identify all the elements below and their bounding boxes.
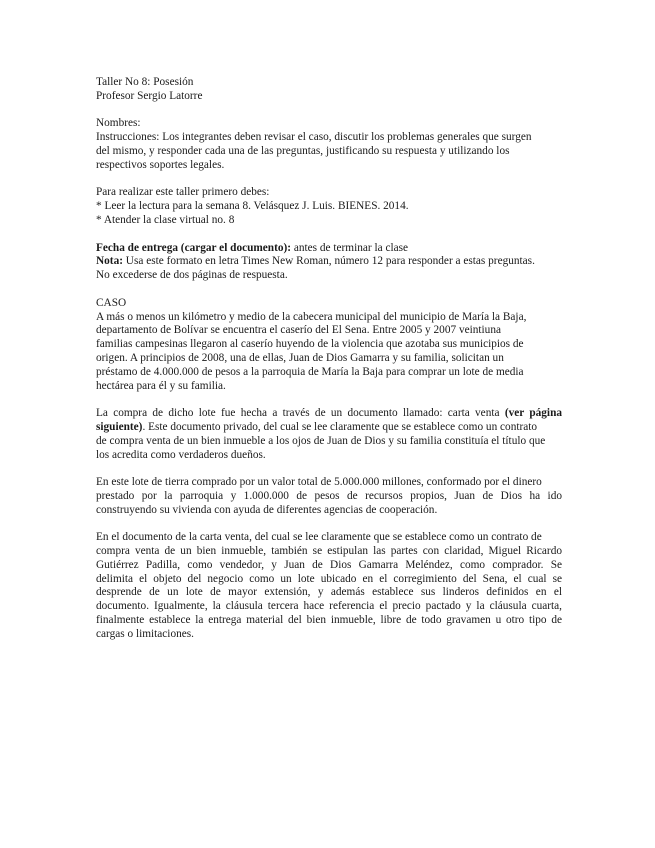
case-line: familias campesinas llegaron al caserío huyendo de la violencia que azotaba sus municipios de	[96, 338, 524, 351]
step-item: * Atender la clase virtual no. 8	[96, 213, 235, 226]
case-line: En este lote de tierra comprado por un valor total de 5.000.000 millones, conformado por el dinero	[96, 476, 542, 489]
case-line: préstamo de 4.000.000 de pesos a la parroquia de María la Baja para comprar un lote de media	[96, 365, 524, 378]
note-line: No excederse de dos páginas de respuesta.	[96, 269, 288, 282]
case-paragraph-3	[96, 476, 562, 517]
case-line: prestado por la parroquia y 1.000.000 de pesos de recursos propios, Juan de Dios ha ido	[96, 489, 562, 502]
note-label: Nota:	[96, 255, 123, 268]
case-line: Gutiérrez Padilla, como vendedor, y Juan de Dios Gamarra Meléndez, como comprador. Se	[96, 558, 562, 571]
case-text: . Este documento privado, del cual se lee claramente que se establece como un contrato	[142, 420, 538, 433]
case-line: En el documento de la carta venta, del cual se lee claramente que se establece como un contrato de	[96, 531, 542, 544]
instructions-line: del mismo, y responder cada una de las preguntas, justificando su respuesta y utilizando los	[96, 144, 510, 157]
case-paragraph-4	[96, 531, 562, 641]
instructions-line: Instrucciones: Los integrantes deben revisar el caso, discutir los problemas generales que surgen	[96, 131, 532, 144]
case-line: compra venta de un bien inmueble, también se estipulan las partes con claridad, Miguel Ricardo	[96, 545, 562, 558]
case-line: desprende de un lote de mayor extensión, y además establece sus linderos definidos en el	[96, 586, 562, 599]
due-date-label: Fecha de entrega (cargar el documento):	[96, 241, 292, 254]
case-heading: CASO	[96, 296, 127, 309]
case-line: los acredita como verdaderos dueños.	[96, 448, 266, 461]
case-line: delimita el objeto del negocio como un lote ubicado en el corregimiento del Sena, el cual se	[96, 572, 562, 585]
instructions-line: respectivos soportes legales.	[96, 158, 225, 171]
steps-intro: Para realizar este taller primero debes:	[96, 186, 270, 199]
case-text: La compra de dicho lote fue hecha a través de un documento llamado: carta venta	[96, 407, 505, 420]
case-line: departamento de Bolívar se encuentra el caserío del El Sena. Entre 2005 y 2007 veintiuna	[96, 324, 501, 337]
instructions-paragraph	[96, 131, 562, 172]
names-label: Nombres:	[96, 117, 141, 130]
case-line	[96, 421, 562, 435]
case-line	[96, 407, 562, 421]
case-line: documento. Igualmente, la cláusula tercera hace referencia el precio pactado y la cláusula cuarta,	[96, 600, 562, 613]
case-bold-text: siguiente)	[96, 420, 143, 433]
case-line: finalmente establece la entrega material del bien inmueble, libre de todo gravamen u otro tipo de	[96, 614, 562, 627]
case-line: cargas o limitaciones.	[96, 627, 194, 640]
professor-name: Profesor Sergio Latorre	[96, 89, 203, 102]
case-paragraph-2	[96, 407, 562, 462]
note-line	[96, 255, 562, 269]
case-line: origen. A principios de 2008, una de ellas, Juan de Dios Gamarra y su familia, solicitan un	[96, 351, 504, 364]
note-text: Usa este formato en letra Times New Roman, número 12 para responder a estas preguntas.	[122, 255, 535, 268]
workshop-title: Taller No 8: Posesión	[96, 76, 194, 88]
case-line: hectárea para él y su familia.	[96, 379, 226, 392]
due-date-line	[96, 242, 562, 256]
case-line: construyendo su vivienda con ayuda de diferentes agencias de cooperación.	[96, 503, 438, 516]
case-line: de compra venta de un bien inmueble a los ojos de Juan de Dios y su familia constituía el título que	[96, 434, 546, 447]
case-line: A más o menos un kilómetro y medio de la cabecera municipal del municipio de María la Baja,	[96, 310, 527, 323]
case-paragraph-1	[96, 311, 562, 394]
case-bold-text: (ver página	[504, 407, 562, 420]
due-date-text: antes de terminar la clase	[291, 241, 409, 254]
step-item: * Leer la lectura para la semana 8. Velásquez J. Luis. BIENES. 2014.	[96, 200, 409, 213]
